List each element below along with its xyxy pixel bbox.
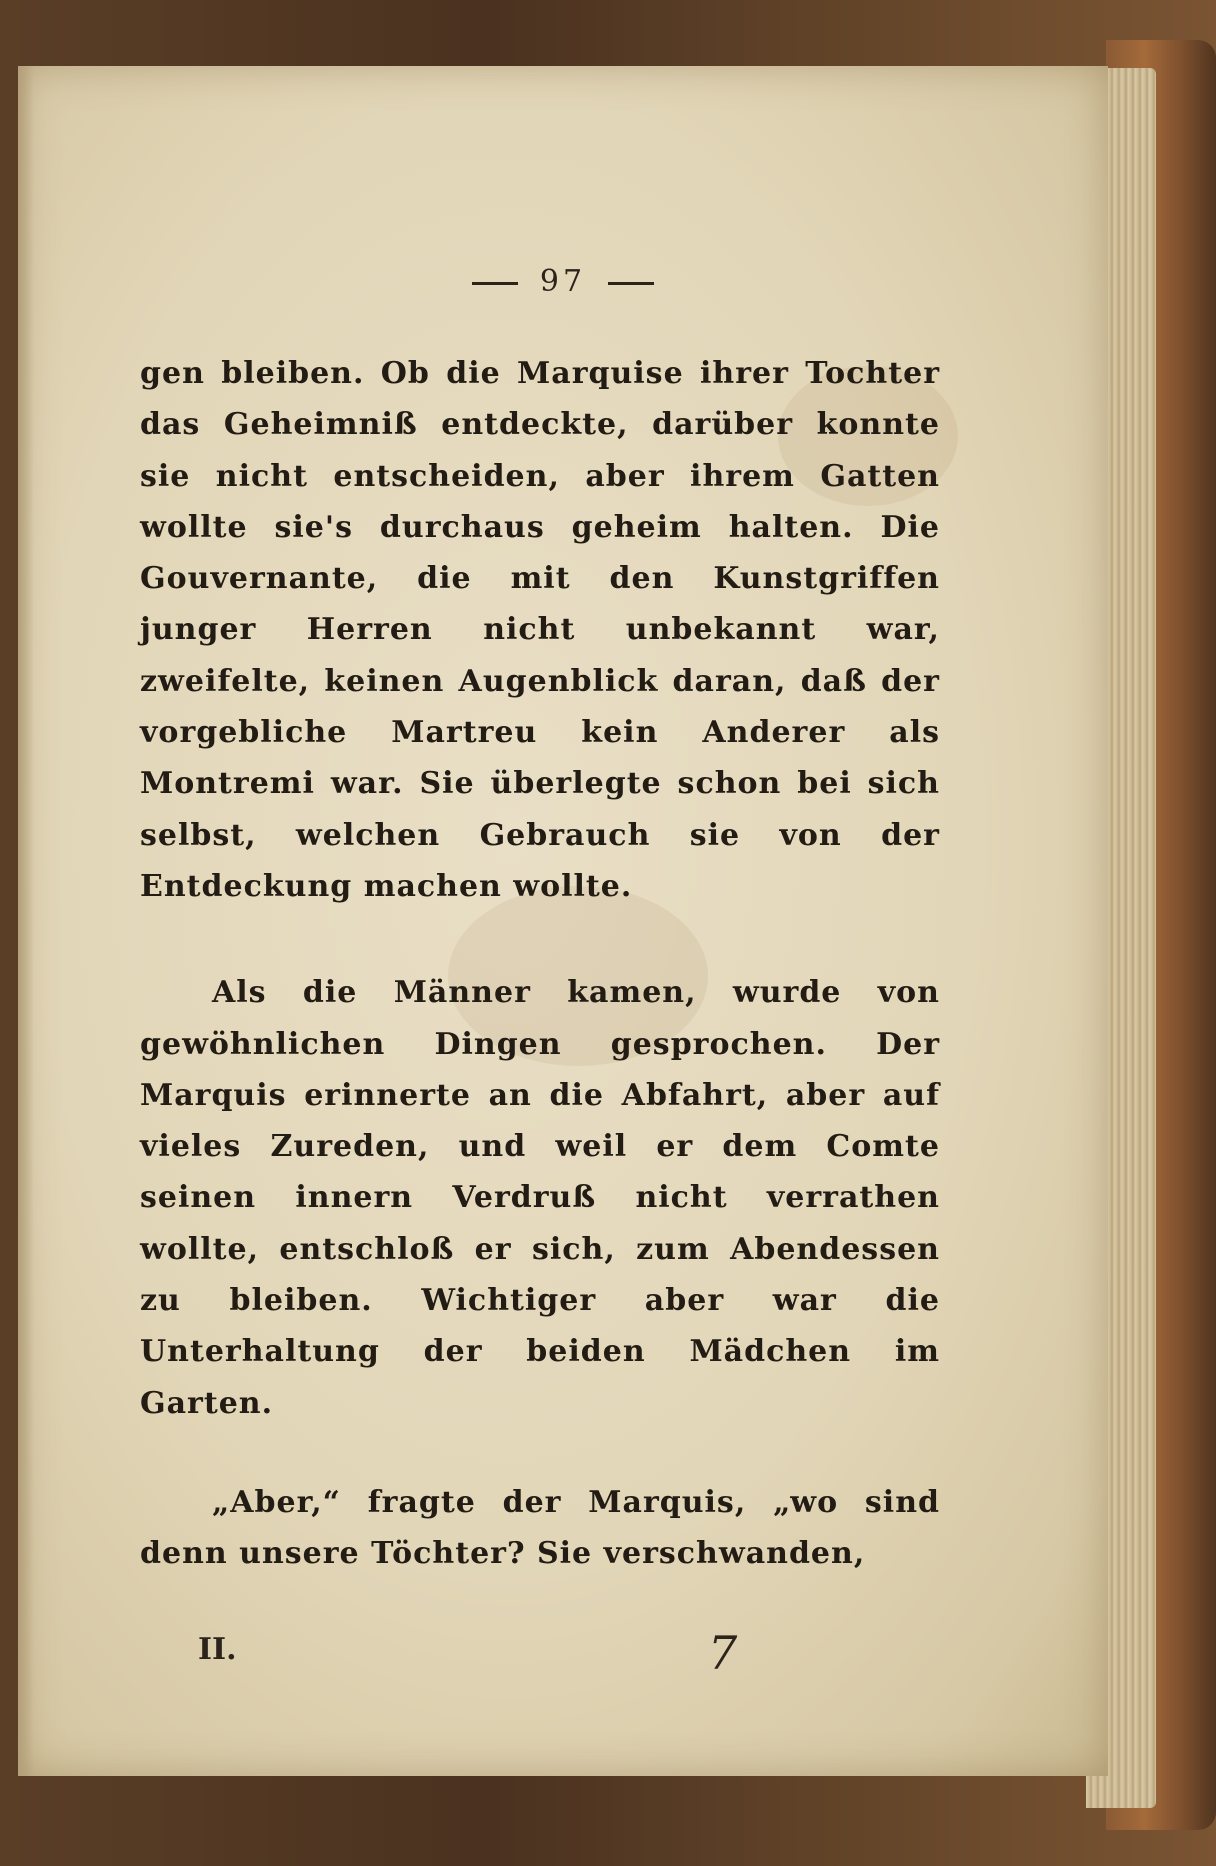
body-text [140, 348, 940, 1580]
signature-mark: II. [198, 1632, 237, 1667]
page-header [18, 264, 1108, 299]
book-page [18, 66, 1108, 1776]
paragraph-spacer [140, 912, 940, 967]
paragraph: gen bleiben. Ob die Marquise ihrer Tochter das Geheimniß entdeckte, darüber konnte sie nicht entscheiden, aber ihrem Gatten wollte sie's durchaus geheim halten. Die Gouvernante, die mit den Kunstgriffen junger Herren nicht unbekannt war, zweifelte, keinen Augenblick daran, daß der vorgebliche Martreu kein Anderer als Montremi war. Sie überlegte schon bei sich selbst, welchen Gebrauch sie von der Entdeckung machen wollte. [140, 356, 940, 904]
gathering-number: 7 [708, 1626, 738, 1680]
header-dash-left [472, 282, 518, 285]
paragraph: „Aber,“ fragte der Marquis, „wo sind denn unsere Töchter? Sie verschwanden, [140, 1484, 940, 1572]
page-number: 97 [539, 264, 587, 299]
paragraph-spacer [140, 1429, 940, 1477]
page-gutter [18, 66, 34, 1776]
header-dash-right [608, 282, 654, 285]
paragraph: Als die Männer kamen, wurde von gewöhnlichen Dingen gesprochen. Der Marquis erinnerte an die Abfahrt, aber auf vieles Zureden, und weil er dem Comte seinen innern Verdruß nicht verrathen wollte, entschloß er sich, zum Abendessen zu bleiben. Wichtiger aber war die Unterhaltung der beiden Mädchen im Garten. [140, 975, 940, 1421]
